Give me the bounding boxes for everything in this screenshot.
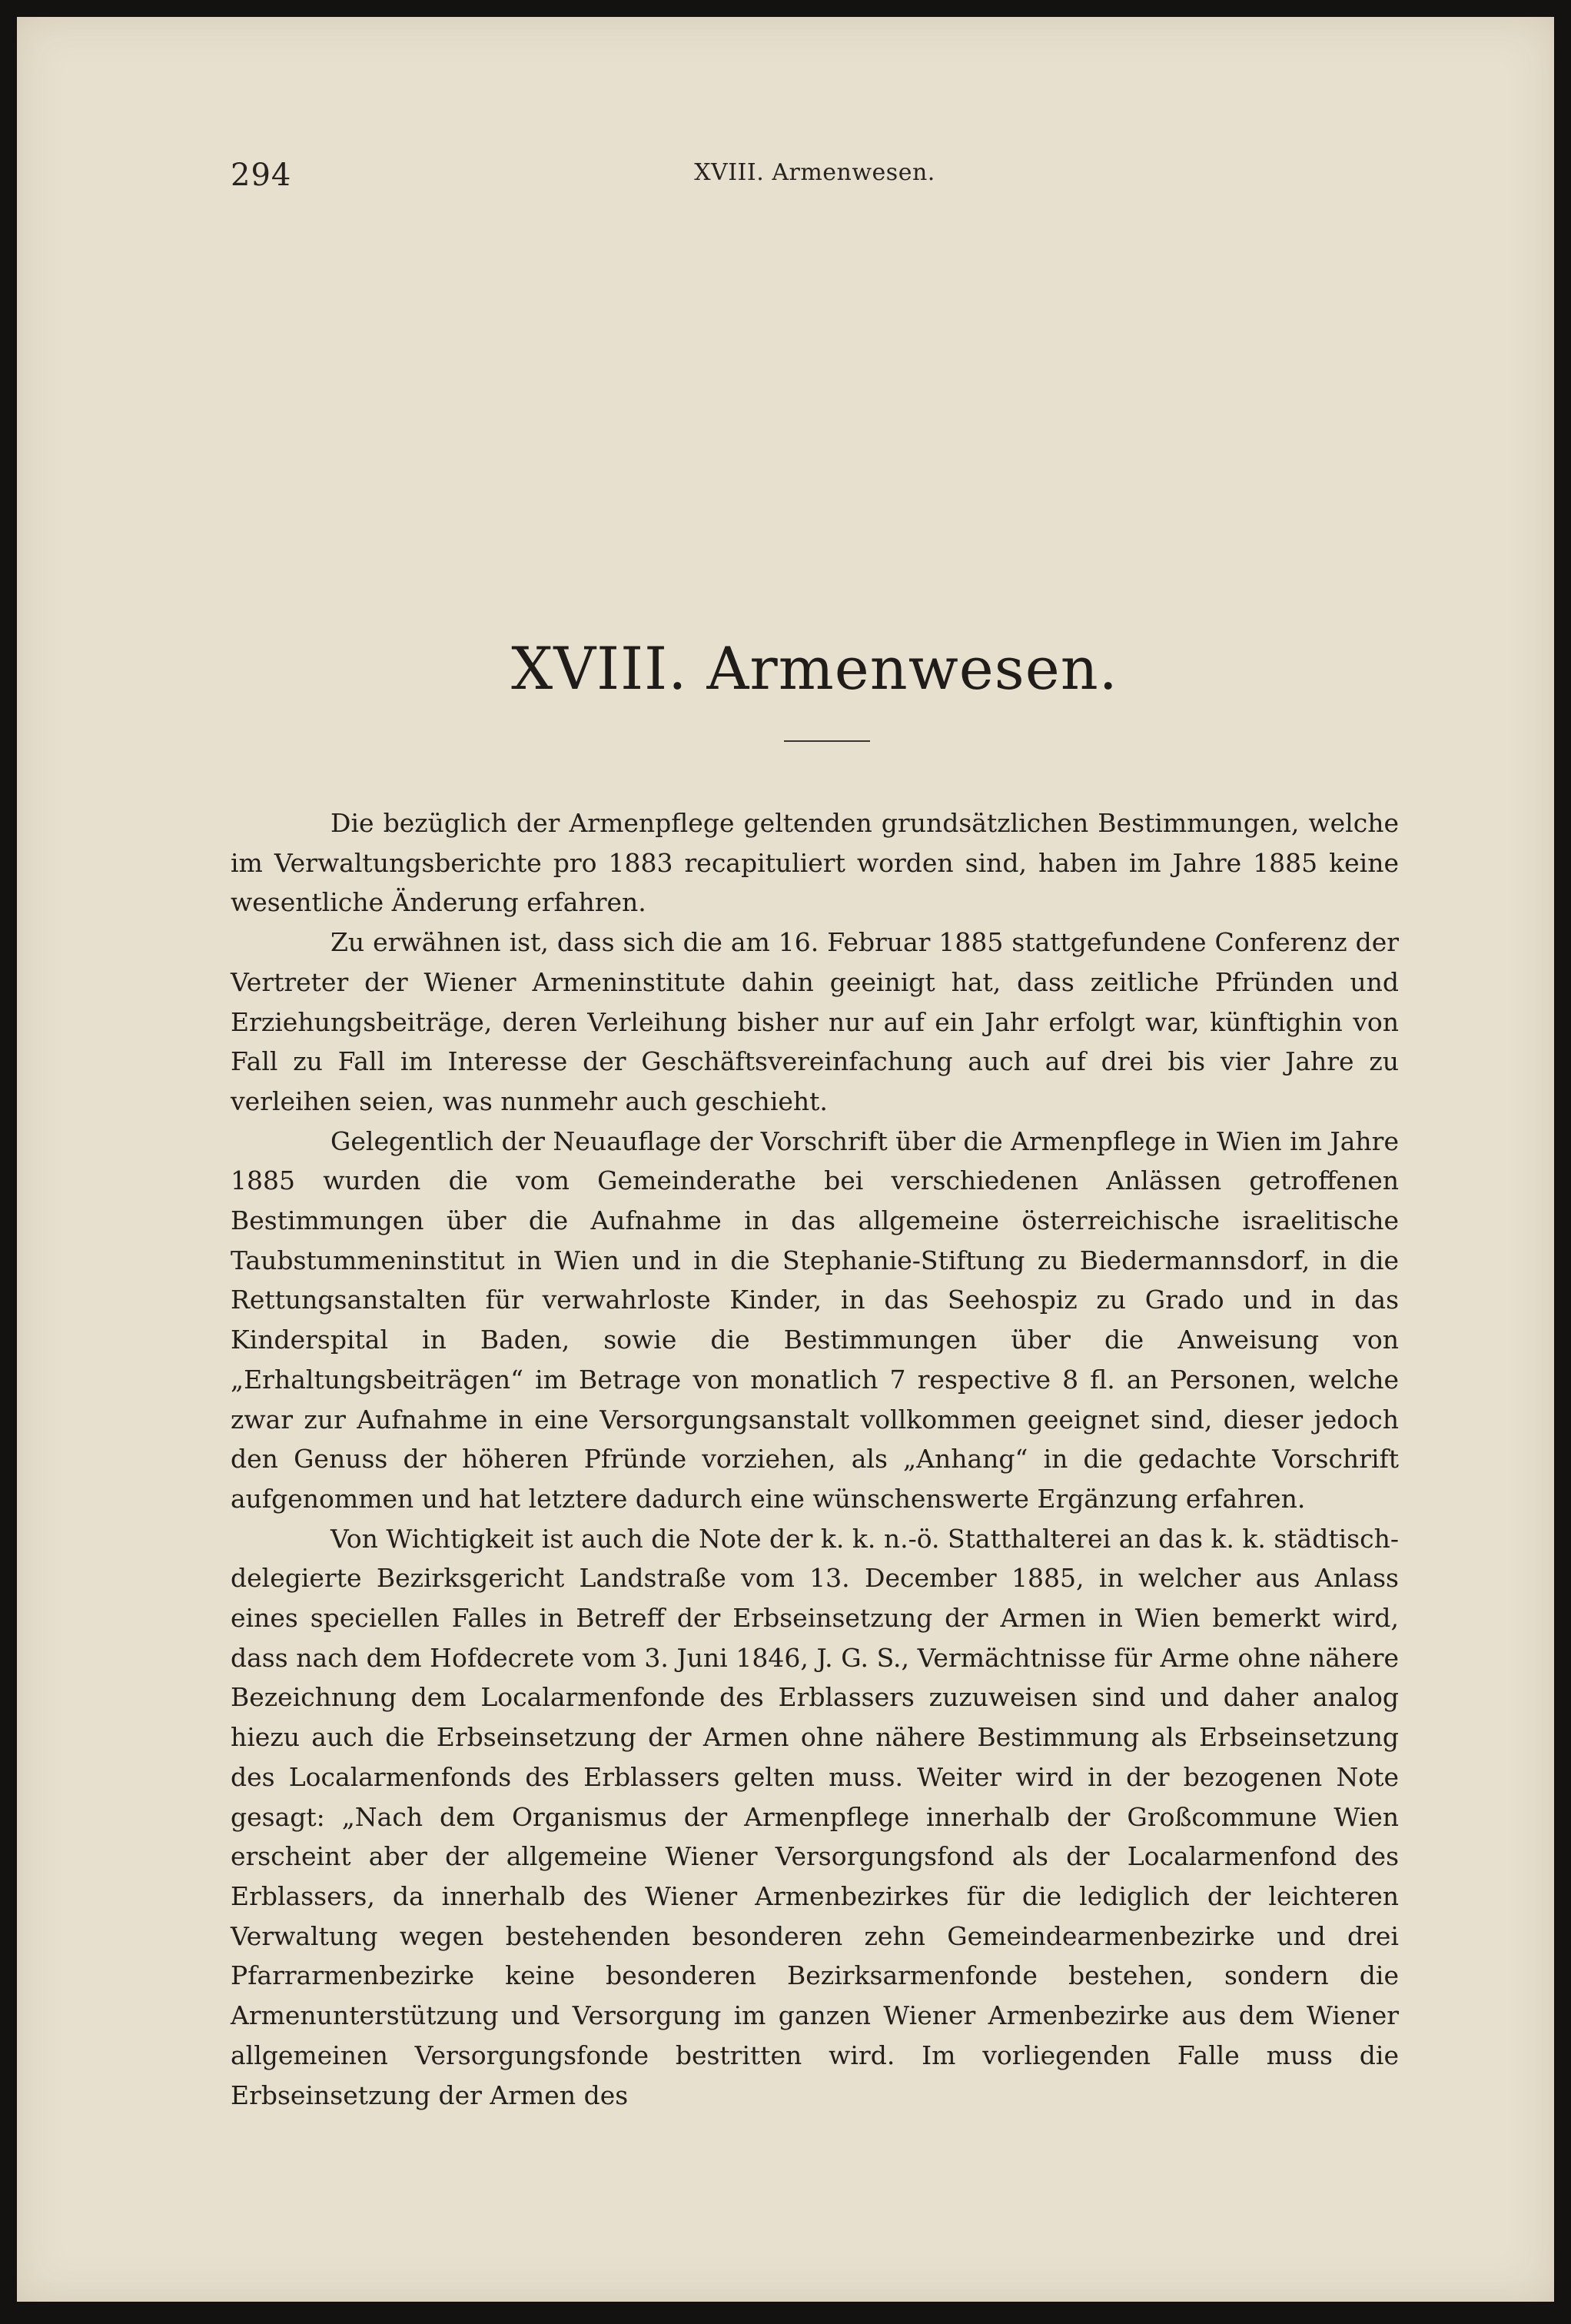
page-header (231, 158, 1399, 204)
title-divider (784, 740, 870, 742)
paragraph: Zu erwähnen ist, dass sich die am 16. Februar 1885 stattgefundene Conferenz der Vertreter der Wiener Armeninstitute dahin geeinigt hat, dass zeitliche Pfründen und Erziehungsbeiträge, deren Verleihung bisher nur auf ein Jahr erfolgt war, künftighin von Fall zu Fall im Interesse der Geschäftsvereinfachung auch auf drei bis vier Jahre zu verleihen seien, was nunmehr auch geschieht. (231, 927, 1399, 1116)
paragraph: Von Wichtigkeit ist auch die Note der k. k. n.-ö. Statthalterei an das k. k. städtisch-delegierte Bezirksgericht Landstraße vom 13. December 1885, in welcher aus Anlass eines speciellen Falles in Betreff der Erbseinsetzung der Armen in Wien bemerkt wird, dass nach dem Hofdecrete vom 3. Juni 1846, J. G. S., Vermächtnisse für Arme ohne nähere Bezeichnung dem Localarmenfonde des Erblassers zuzuweisen sind und daher analog hiezu auch die Erbseinsetzung der Armen ohne nähere Bestimmung als Erbseinsetzung des Localarmenfonds des Erblassers gelten muss. Weiter wird in der bezogenen Note gesagt: „Nach dem Organismus der Armenpflege innerhalb der Großcommune Wien erscheint aber der allgemeine Wiener Versorgungsfond als der Localarmenfond des Erblassers, da innerhalb des Wiener Armenbezirkes für die lediglich der leichteren Verwaltung wegen bestehenden besonderen zehn Gemeindearmenbezirke und drei Pfarrarmenbezirke keine besonderen Bezirksarmenfonde bestehen, sondern die Armenunterstützung und Versorgung im ganzen Wiener Armenbezirke aus dem Wiener allgemeinen Versorgungsfonde bestritten wird. Im vorliegenden Falle muss die Erbseinsetzung der Armen des (231, 1523, 1399, 2110)
body-text (231, 803, 1399, 2115)
chapter-title: XVIII. Armenwesen. (511, 634, 1118, 703)
paragraph: Gelegentlich der Neuauflage der Vorschrift über die Armenpflege in Wien im Jahre 1885 wurden die vom Gemeinderathe bei verschiedenen Anlässen getroffenen Bestimmungen über die Aufnahme in das allgemeine österreichische israelitische Taubstummeninstitut in Wien und in die Stephanie-Stiftung zu Biedermannsdorf, in die Rettungsanstalten für verwahrloste Kinder, in das Seehospiz zu Grado und in das Kinderspital in Baden, sowie die Bestimmungen über die Anweisung von „Erhaltungsbeiträgen“ im Betrage von monatlich 7 respective 8 fl. an Personen, welche zwar zur Aufnahme in eine Versorgungsanstalt vollkommen geeignet sind, dieser jedoch den Genuss der höheren Pfründe vorziehen, als „Anhang“ in die gedachte Vorschrift aufgenommen und hat letztere dadurch eine wünschenswerte Ergänzung erfahren. (231, 1125, 1399, 1514)
running-title: XVIII. Armenwesen. (694, 159, 935, 186)
paragraph: Die bezüglich der Armenpflege geltenden grundsätzlichen Bestimmungen, welche im Verwaltungsberichte pro 1883 recapituliert worden sind, haben im Jahre 1885 keine wesentliche Änderung erfahren. (231, 808, 1399, 918)
page-number: 294 (231, 158, 292, 193)
